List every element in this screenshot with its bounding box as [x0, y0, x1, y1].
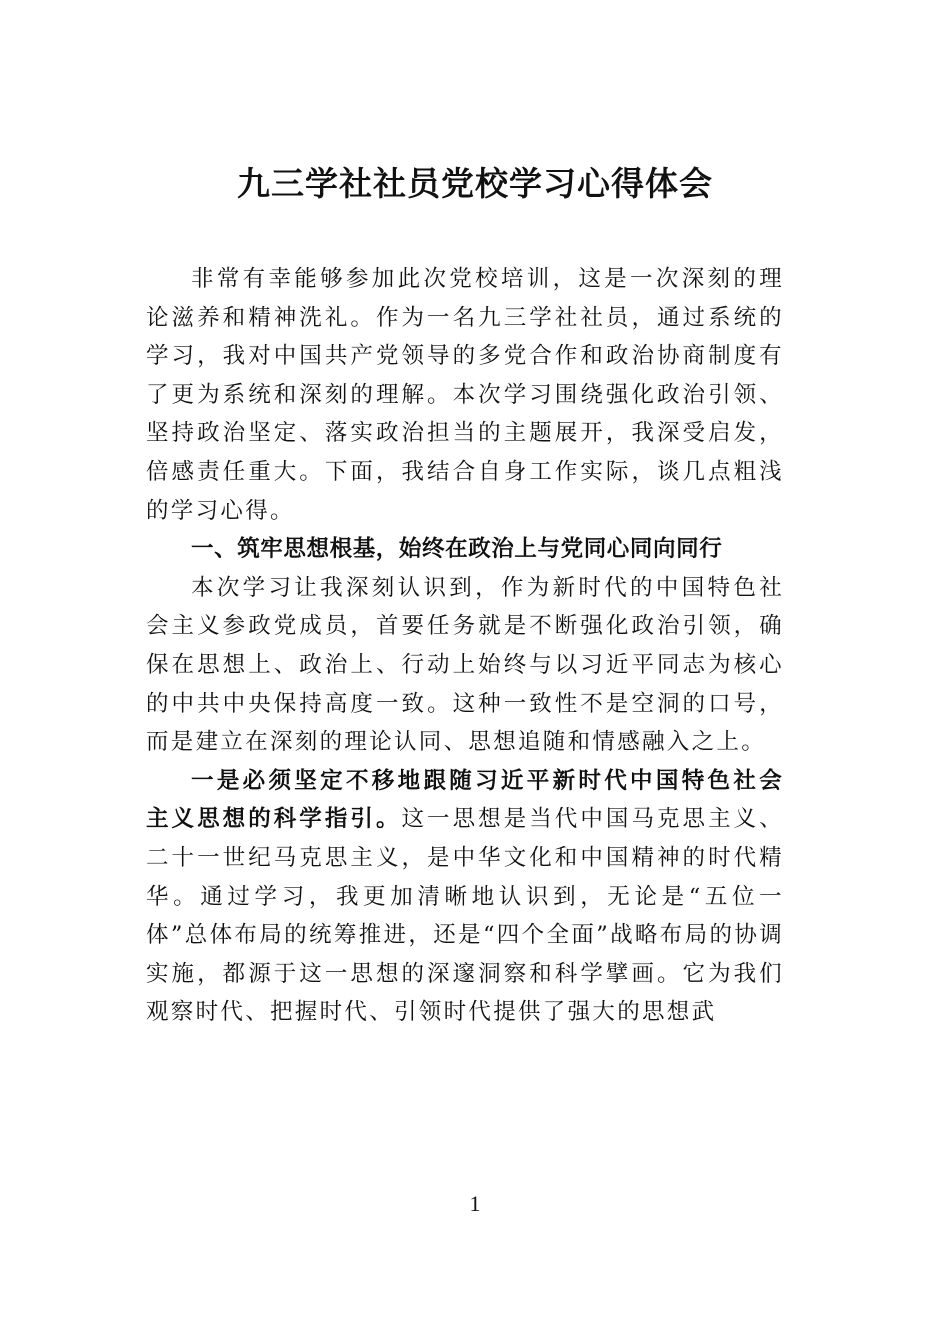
- section-heading-1: 一、筑牢思想根基，始终在政治上与党同心同向同行: [191, 536, 723, 563]
- intro-paragraph: 非常有幸能够参加此次党校培训，这是一次深刻的理论滋养和精神洗礼。作为一名九三学社社员，通过系统的学习，我对中国共产党领导的多党合作和政治协商制度有了更为系统和深刻的理解。本次学习围绕强化政治引领、坚持政治坚定、落实政治担当的主题展开，我深受启发，倍感责任重大。下面，我结合自身工作实际，谈几点粗浅的学习心得。: [146, 266, 784, 524]
- document-title: 九三学社社员党校学习心得体会: [237, 164, 713, 203]
- document-body: [146, 260, 784, 1032]
- paragraph-body-text: 这一思想是当代中国马克思主义、二十一世纪马克思主义，是中华文化和中国精神的时代精华。通过学习，我更加清晰地认识到，无论是“五位一体”总体布局的统筹推进，还是“四个全面”战略布局的协调实施，都源于这一思想的深邃洞察和科学擘画。它为我们观察时代、把握时代、引领时代提供了强大的思想武: [146, 806, 784, 1026]
- page-number: 1: [469, 1191, 481, 1216]
- section-paragraph-1: 本次学习让我深刻认识到，作为新时代的中国特色社会主义参政党成员，首要任务就是不断强化政治引领，确保在思想上、政治上、行动上始终与以习近平同志为核心的中共中央保持高度一致。这种一致性不是空洞的口号，而是建立在深刻的理论认同、思想追随和情感融入之上。: [146, 574, 784, 756]
- section-paragraph-2: [146, 762, 784, 1032]
- paragraph-lead-sentence: 一是必须坚定不移地跟随习近平新时代中国特色社会主义思想的科学指引。: [146, 767, 784, 833]
